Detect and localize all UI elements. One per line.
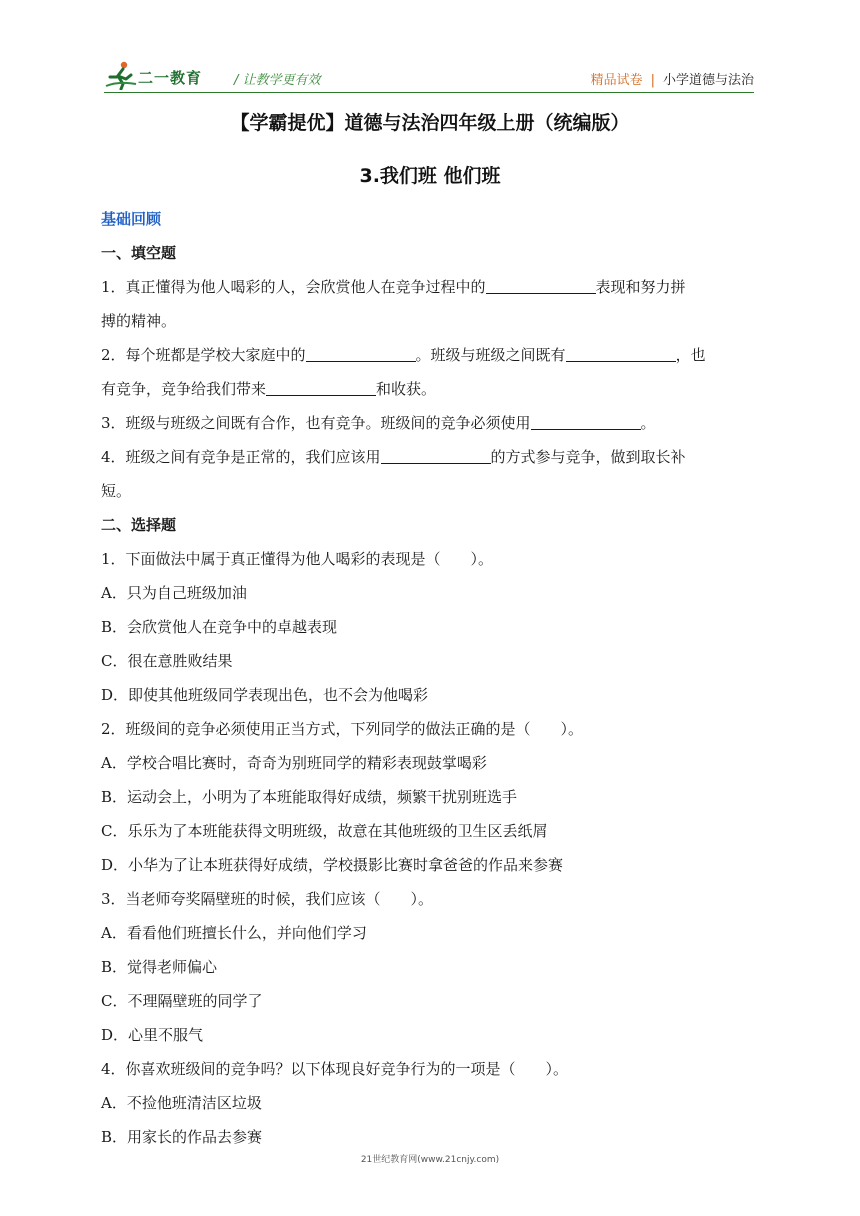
choice-q3: 3．当老师夸奖隔壁班的时候，我们应该（ ）。: [101, 890, 434, 908]
choice-option[interactable]: A．学校合唱比赛时，奇奇为别班同学的精彩表现鼓掌喝彩: [101, 754, 487, 772]
choice-q4: 4．你喜欢班级间的竞争吗？以下体现良好竞争行为的一项是（ ）。: [101, 1060, 569, 1078]
section-review: 基础回顾: [101, 210, 162, 228]
logo-text: 二一教育: [138, 69, 203, 87]
worksheet-body: [101, 202, 761, 1154]
fill-q4-line1: [101, 440, 761, 474]
runner-logo-icon: [104, 60, 138, 90]
choice-option[interactable]: B．用家长的作品去参赛: [101, 1128, 263, 1146]
answer-blank[interactable]: [381, 443, 491, 464]
choice-option[interactable]: A．不捡他班清洁区垃圾: [101, 1094, 262, 1112]
header-tag: 精品试卷: [590, 73, 643, 88]
fill-q4-line2: 短。: [101, 482, 132, 500]
choice-option[interactable]: C．很在意胜败结果: [101, 652, 233, 670]
fill-q2-text-d: 有竞争，竞争给我们带来: [101, 380, 267, 398]
fill-q4-text-a: 4．班级之间有竞争是正常的，我们应该用: [101, 448, 381, 466]
header-right: [591, 69, 754, 88]
answer-blank[interactable]: [266, 375, 376, 396]
fill-q2-line1: [101, 338, 761, 372]
choice-option[interactable]: C．乐乐为了本班能获得文明班级，故意在其他班级的卫生区丢纸屑: [101, 822, 548, 840]
answer-blank[interactable]: [306, 341, 416, 362]
fill-q3-text-a: 3．班级与班级之间既有合作，也有竞争。班级间的竞争必须使用: [101, 414, 531, 432]
choice-option[interactable]: B．运动会上，小明为了本班能取得好成绩，频繁干扰别班选手: [101, 788, 518, 806]
header-divider: [104, 92, 754, 93]
choice-q1: 1．下面做法中属于真正懂得为他人喝彩的表现是（ ）。: [101, 550, 494, 568]
doc-title: 【学霸提优】道德与法治四年级上册（统编版）: [230, 112, 630, 134]
choice-option[interactable]: A．看看他们班擅长什么，并向他们学习: [101, 924, 367, 942]
answer-blank[interactable]: [531, 409, 641, 430]
fill-q1-line1: [101, 270, 761, 304]
choice-q2: 2．班级间的竞争必须使用正当方式，下列同学的做法正确的是（ ）。: [101, 720, 584, 738]
choice-option[interactable]: D．小华为了让本班获得好成绩，学校摄影比赛时拿爸爸的作品来参赛: [101, 856, 564, 874]
answer-blank[interactable]: [566, 341, 676, 362]
choice-option[interactable]: C．不理隔壁班的同学了: [101, 992, 263, 1010]
answer-blank[interactable]: [486, 273, 596, 294]
fill-q2-line2: [101, 372, 761, 406]
fill-q2-text-a: 2．每个班都是学校大家庭中的: [101, 346, 306, 364]
choice-option[interactable]: B．会欣赏他人在竞争中的卓越表现: [101, 618, 338, 636]
fill-q1-line2: 搏的精神。: [101, 312, 177, 330]
header-subject: 小学道德与法治: [662, 73, 754, 88]
section-choice: 二、选择题: [101, 516, 177, 534]
choice-option[interactable]: D．心里不服气: [101, 1026, 204, 1044]
page-footer: 21世纪教育网(www.21cnjy.com): [360, 1155, 500, 1165]
fill-q1-text-b: 表现和努力拼: [595, 278, 686, 296]
page-header: [104, 52, 754, 96]
fill-q2-text-c: ，也: [675, 346, 706, 364]
fill-q3-line1: [101, 406, 761, 440]
lesson-title: 3.我们班 他们班: [359, 165, 501, 187]
fill-q2-text-b: 。班级与班级之间既有: [415, 346, 566, 364]
fill-q1-text-a: 1．真正懂得为他人喝彩的人，会欣赏他人在竞争过程中的: [101, 278, 486, 296]
choice-option[interactable]: B．觉得老师偏心: [101, 958, 218, 976]
fill-q4-text-b: 的方式参与竞争，做到取长补: [490, 448, 686, 466]
choice-option[interactable]: D．即使其他班级同学表现出色，也不会为他喝彩: [101, 686, 429, 704]
fill-q2-text-e: 和收获。: [376, 380, 437, 398]
fill-q3-text-b: 。: [640, 414, 656, 432]
slogan: / 让教学更有效: [234, 73, 321, 88]
choice-option[interactable]: A．只为自己班级加油: [101, 584, 247, 602]
header-separator: |: [650, 73, 655, 88]
logo: [104, 60, 214, 92]
section-fill: 一、填空题: [101, 244, 177, 262]
